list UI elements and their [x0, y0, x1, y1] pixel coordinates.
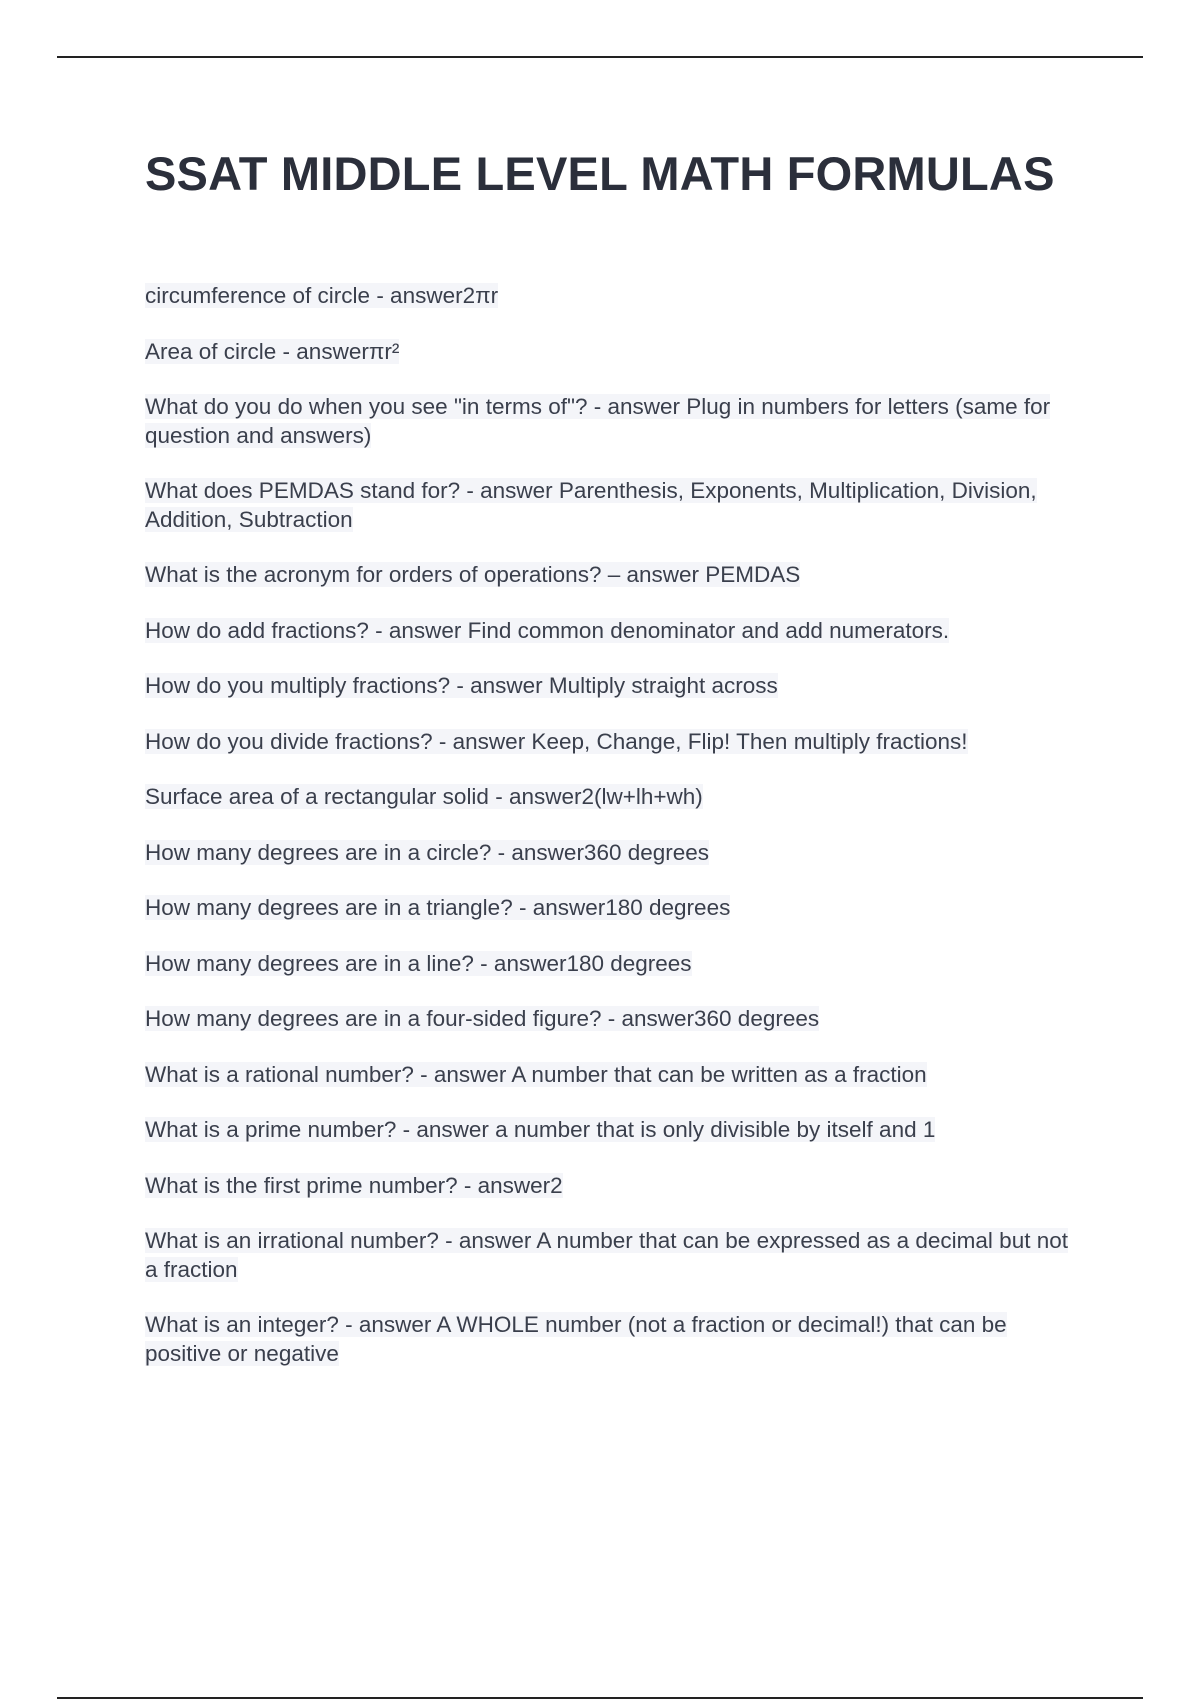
top-divider	[57, 56, 1143, 58]
entry-text: Area of circle - answerπr²	[145, 338, 400, 364]
entry-text: How do you divide fractions? - answer Keep, Change, Flip! Then multiply fractions!	[145, 728, 968, 754]
entry-text: What is an irrational number? - answer A number that can be expressed as a decimal but not a fraction	[145, 1228, 1068, 1282]
list-item	[145, 617, 1085, 646]
entry-text: What does PEMDAS stand for? - answer Parenthesis, Exponents, Multiplication, Division, Addition, Subtraction	[145, 478, 1037, 532]
list-item	[145, 1227, 1085, 1284]
list-item	[145, 338, 1085, 367]
entry-text: What is a prime number? - answer a number that is only divisible by itself and 1	[145, 1117, 936, 1142]
entry-text: Surface area of a rectangular solid - answer2(lw+lh+wh)	[145, 784, 703, 809]
list-item	[145, 1116, 1085, 1145]
entry-text: How many degrees are in a line? - answer180 degrees	[145, 950, 692, 976]
page-title: SSAT MIDDLE LEVEL MATH FORMULAS	[145, 147, 1055, 200]
list-item	[145, 1311, 1085, 1368]
list-item	[145, 393, 1085, 450]
list-item	[145, 950, 1085, 979]
entry-text: How many degrees are in a four-sided figure? - answer360 degrees	[145, 1006, 820, 1031]
list-item	[145, 561, 1085, 590]
list-item	[145, 1061, 1085, 1090]
list-item	[145, 783, 1085, 812]
entry-text: What is the acronym for orders of operations? – answer PEMDAS	[145, 562, 801, 587]
entry-text: How do you multiply fractions? - answer Multiply straight across	[145, 673, 778, 698]
bottom-divider	[57, 1697, 1143, 1699]
entry-text: What is the first prime number? - answer2	[145, 1172, 563, 1198]
formula-list	[145, 282, 1085, 1395]
list-item	[145, 672, 1085, 701]
list-item	[145, 1172, 1085, 1201]
entry-text: What do you do when you see "in terms of"? - answer Plug in numbers for letters (same for question and answers)	[145, 394, 1051, 448]
list-item	[145, 1005, 1085, 1034]
entry-text: circumference of circle - answer2πr	[145, 283, 499, 308]
entry-text: How many degrees are in a circle? - answer360 degrees	[145, 839, 710, 865]
list-item	[145, 282, 1085, 311]
entry-text: How many degrees are in a triangle? - answer180 degrees	[145, 895, 731, 920]
list-item	[145, 839, 1085, 868]
list-item	[145, 728, 1085, 757]
entry-text: What is a rational number? - answer A number that can be written as a fraction	[145, 1061, 927, 1087]
entry-text: How do add fractions? - answer Find common denominator and add numerators.	[145, 617, 950, 643]
entry-text: What is an integer? - answer A WHOLE number (not a fraction or decimal!) that can be positive or negative	[145, 1312, 1007, 1366]
list-item	[145, 477, 1085, 534]
list-item	[145, 894, 1085, 923]
